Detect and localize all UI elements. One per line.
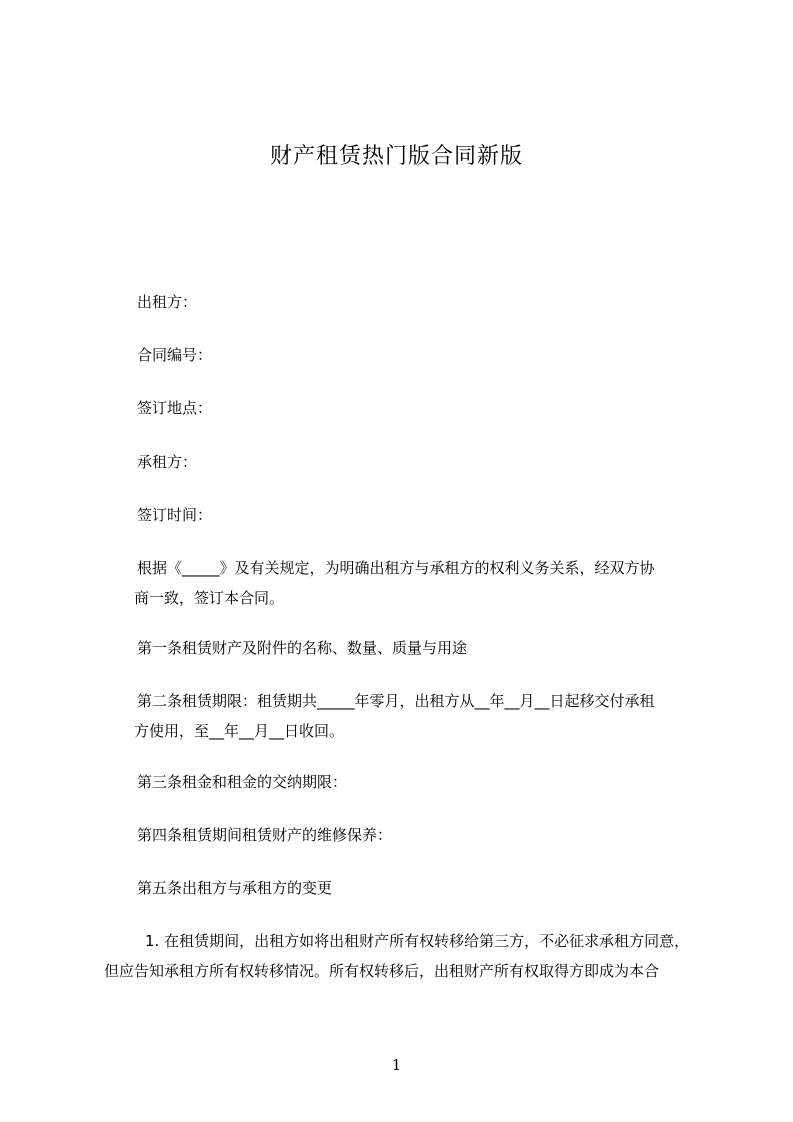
page-number: 1 [391, 1056, 402, 1074]
clause-1-paragraph [104, 926, 702, 986]
article-1-heading: 第一条租赁财产及附件的名称、数量、质量与用途 [137, 639, 468, 657]
field-signing-time: 签订时间： [137, 506, 213, 524]
field-lessee: 承租方： [137, 453, 198, 471]
field-lessor: 出租方： [137, 293, 198, 311]
clause-1-line-2: 但应告知承租方所有权转移情况。所有权转移后，出租财产所有权取得方即成为本合 [104, 962, 660, 980]
preamble-paragraph [104, 553, 702, 613]
field-contract-number: 合同编号： [137, 346, 213, 364]
preamble-line-2: 商一致，签订本合同。 [134, 589, 285, 607]
document-title: 财产租赁热门版合同新版 [269, 144, 523, 169]
preamble-line-1: 根据《_____》及有关规定，为明确出租方与承租方的权利义务关系，经双方协 [137, 559, 655, 577]
article-5-heading: 第五条出租方与承租方的变更 [137, 879, 333, 897]
article-2-line-1: 第二条租赁期限：租赁期共_____年零月，出租方从__年__月__日起移交付承租 [137, 692, 655, 710]
article-4-heading: 第四条租赁期间租赁财产的维修保养： [137, 826, 393, 844]
article-2-line-2: 方使用，至__年__月__日收回。 [134, 722, 345, 740]
clause-1-line-1: 1. 在租赁期间，出租方如将出租财产所有权转移给第三方，不必征求承租方同意， [145, 932, 690, 950]
article-2-paragraph [104, 686, 702, 746]
article-3-heading: 第三条租金和租金的交纳期限： [137, 773, 348, 791]
field-signing-place: 签订地点： [137, 399, 213, 417]
